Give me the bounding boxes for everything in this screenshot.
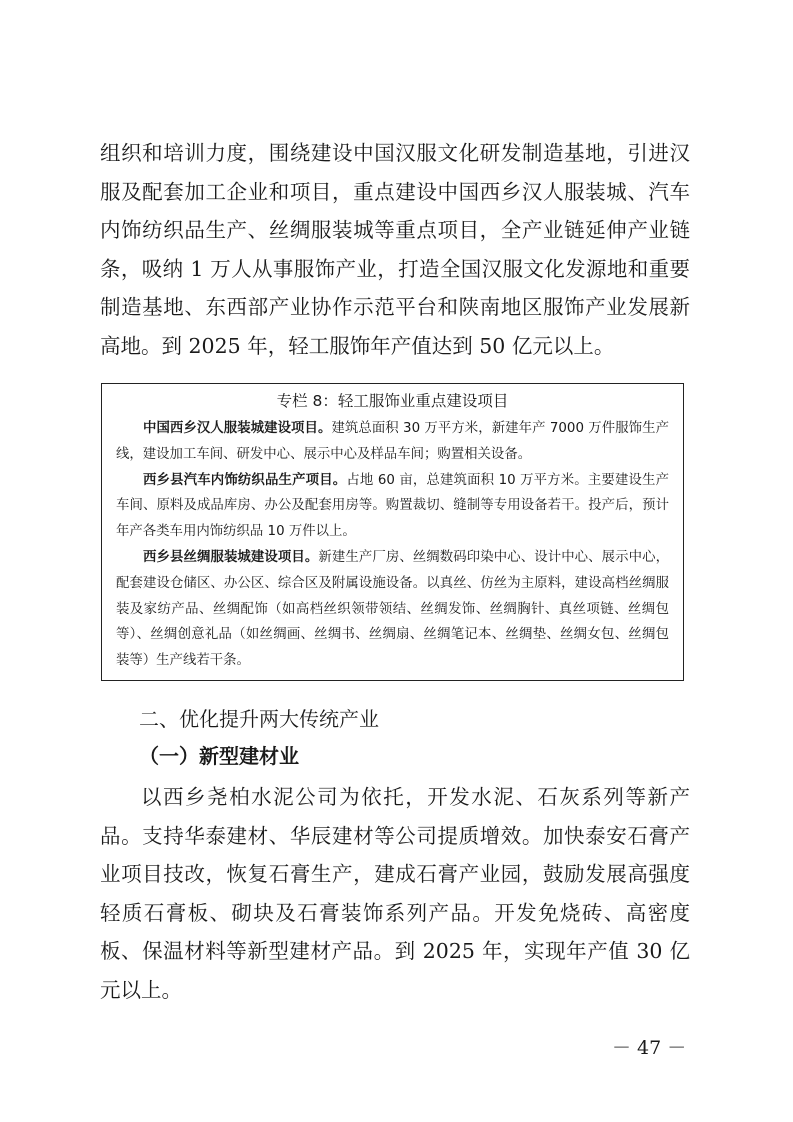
project-name: 中国西乡汉人服装城建设项目。 — [143, 421, 332, 436]
feature-box-item — [116, 468, 669, 545]
body-paragraph-building-materials: 以西乡尧柏水泥公司为依托，开发水泥、石灰系列等新产品。支持华泰建材、华辰建材等公司提质增效。加快泰安石膏产业项目技改，恢复石膏生产，建成石膏产业园，鼓励发展高强度轻质石膏板、砌块及石膏装饰系列产品。开发免烧砖、高密度板、保温材料等新型建材产品。到 2025 年，实现年产值 30 亿元以上。 — [100, 785, 690, 1002]
section-heading: 二、优化提升两大传统产业 — [139, 707, 379, 731]
feature-box-column-8 — [101, 383, 684, 681]
feature-box-item — [116, 416, 669, 468]
page-number: － 47 － — [612, 1037, 687, 1059]
project-name: 西乡县丝绸服装城建设项目。 — [143, 549, 319, 565]
subsection-heading: （一）新型建材业 — [139, 744, 299, 768]
body-paragraph-garment: 组织和培训力度，围绕建设中国汉服文化研发制造基地，引进汉服及配套加工企业和项目，重点建设中国西乡汉人服装城、汽车内饰纺织品生产、丝绸服装城等重点项目，全产业链延伸产业链条，吸纳 1 万人从事服饰产业，打造全国汉服文化发源地和重要制造基地、东西部产业协作示范平台和陕南地区服饰产业发展新高地。到 2025 年，轻工服饰年产值达到 50 亿元以上。 — [100, 141, 690, 358]
project-name: 西乡县汽车内饰纺织品生产项目。 — [143, 472, 347, 488]
project-description: 建筑总面积 30 万平方米，新建年产 7000 万件服饰生产线，建设加工车间、研发中心、展示中心及样品车间；购置相关设备。 — [116, 421, 669, 462]
feature-box-item — [116, 545, 669, 674]
feature-box-title: 专栏 8：轻工服饰业重点建设项目 — [276, 392, 509, 410]
project-description: 占地 60 亩，总建筑面积 10 万平方米。主要建设生产车间、原料及成品库房、办公及配套用房等。购置裁切、缝制等专用设备若干。投产后，预计年产各类车用内饰纺织品 10 万件以上。 — [116, 472, 670, 540]
project-description: 新建生产厂房、丝绸数码印染中心、设计中心、展示中心，配套建设仓储区、办公区、综合区及附属设施设备。以真丝、仿丝为主原料，建设高档丝绸服装及家纺产品、丝绸配饰（如高档丝织领带领结、丝绸发饰、丝绸胸针、真丝项链、丝绸包等）、丝绸创意礼品（如丝绸画、丝绸书、丝绸扇、丝绸笔记本、丝绸垫、丝绸女包、丝绸包装等）生产线若干条。 — [116, 549, 670, 669]
